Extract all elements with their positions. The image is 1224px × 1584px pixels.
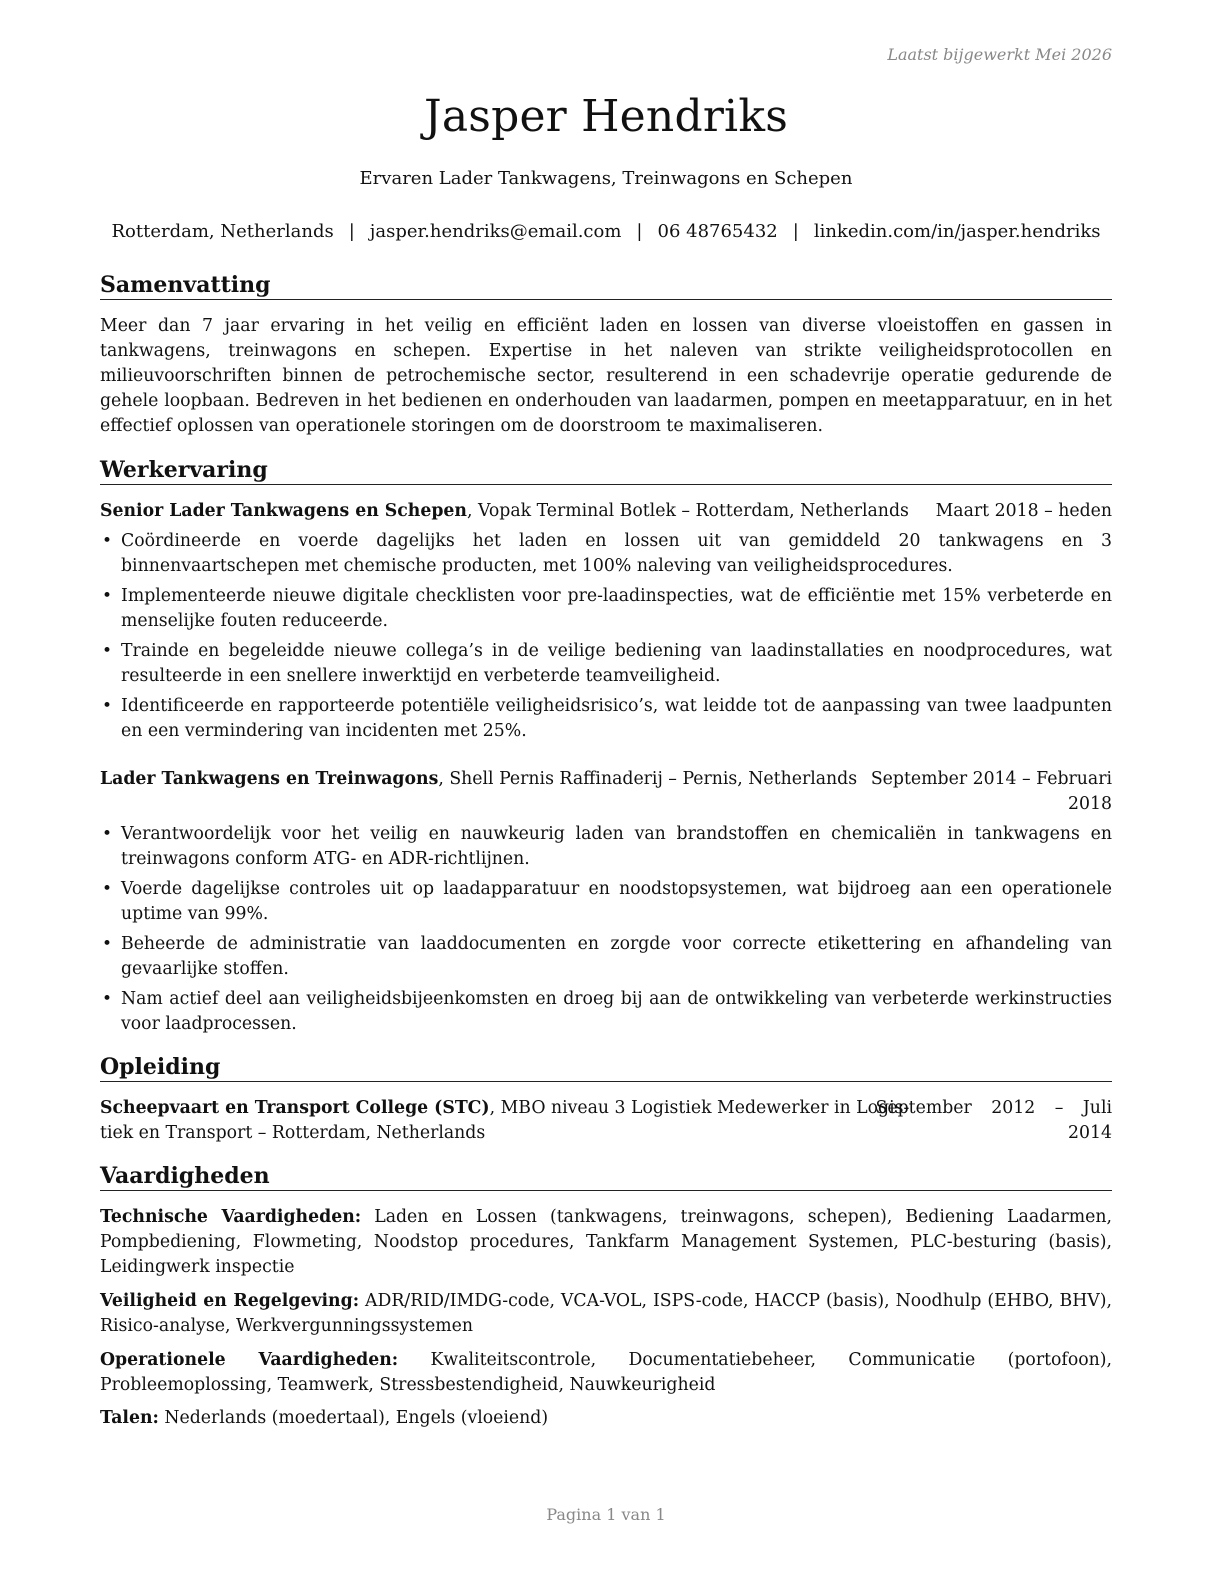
bullet-icon: • xyxy=(102,934,113,954)
bullet-text: Trainde en begeleidde nieuwe collega’s in de veilige bediening van laadinstallaties en noodprocedures, wat resulteerde in een snellere inwerktijd en verbeterde teamveiligheid. xyxy=(121,641,1112,686)
list-item xyxy=(100,822,1112,872)
bullet-icon: • xyxy=(102,641,113,661)
job-dates-line: 2018 xyxy=(1068,794,1112,814)
contact-separator: | xyxy=(636,221,643,242)
section-title-skills: Vaardigheden xyxy=(100,1162,1112,1191)
job-dates xyxy=(871,767,1112,817)
bullet-icon: • xyxy=(102,586,113,606)
job-title-line xyxy=(100,767,857,792)
contact-phone[interactable]: 06 48765432 xyxy=(657,221,778,242)
list-item xyxy=(100,877,1112,927)
contact-separator: | xyxy=(348,221,355,242)
candidate-headline: Ervaren Lader Tankwagens, Treinwagons en Schepen xyxy=(359,168,853,189)
summary-text: Meer dan 7 jaar ervaring in het veilig en efficiënt laden en lossen van diverse vloeistoffen en gassen in tankwagens, treinwagons en schepen. Expertise in het naleven van strikte veiligheidsprotocollen en milieuvoorschriften binnen de petrochemische sector, resulterend in een schadevrije operatie gedurende de gehele loopbaan. Bedreven in het bedienen en onderhouden van laadarmen, pompen en meetapparatuur, en in het effectief oplossen van operationele storingen om de doorstroom te maximaliseren. xyxy=(100,316,1112,436)
list-item xyxy=(100,932,1112,982)
skill-label: Operationele Vaardigheden: xyxy=(100,1350,399,1370)
bullet-icon: • xyxy=(102,531,113,551)
education-dates-line: September 2012 – Juli xyxy=(875,1098,1112,1118)
job-company: , Shell Pernis Raffinaderij – Pernis, Netherlands xyxy=(438,769,858,789)
last-updated: Laatst bijgewerkt Mei 2026 xyxy=(887,45,1112,64)
bullet-text: Coördineerde en voerde dagelijks het laden en lossen uit van gemiddeld 20 tankwagens en 3 binnenvaartschepen met chemische producten, met 100% naleving van veiligheidsprocedures. xyxy=(121,531,1112,576)
education-line xyxy=(100,1096,975,1146)
job-bullets xyxy=(100,822,1112,1042)
list-item xyxy=(100,529,1112,579)
section-title-experience: Werkervaring xyxy=(100,456,1112,485)
list-item xyxy=(100,694,1112,744)
skill-label: Technische Vaardigheden: xyxy=(100,1207,362,1227)
job-role: Senior Lader Tankwagens en Schepen xyxy=(100,501,467,521)
job-bullets xyxy=(100,529,1112,749)
bullet-text: Implementeerde nieuwe digitale checklisten voor pre-laadinspecties, wat de efficiëntie met 15% verbeterde en menselijke fouten reduceerde. xyxy=(121,586,1112,631)
job-company: , Vopak Terminal Botlek – Rotterdam, Netherlands xyxy=(466,501,909,521)
bullet-text: Beheerde de administratie van laaddocumenten en zorgde voor correcte etikettering en afhandeling van gevaarlijke stoffen. xyxy=(121,934,1112,979)
contact-separator: | xyxy=(792,221,799,242)
list-item xyxy=(100,639,1112,689)
contact-location: Rotterdam, Netherlands xyxy=(111,221,334,242)
bullet-icon: • xyxy=(102,879,113,899)
education-program: , MBO niveau 3 Logistiek Medewerker in Logis- xyxy=(489,1098,910,1118)
education-dates xyxy=(876,1096,1112,1146)
job-dates: Maart 2018 – heden xyxy=(935,501,1112,521)
bullet-text: Nam actief deel aan veiligheidsbijeenkomsten en droeg bij aan de ontwikkeling van verbeterde werkinstructies voor laadprocessen. xyxy=(121,989,1112,1034)
contact-linkedin[interactable]: linkedin.com/in/jasper.hendriks xyxy=(813,221,1101,242)
job-role: Lader Tankwagens en Treinwagons xyxy=(100,769,439,789)
bullet-icon: • xyxy=(102,824,113,844)
bullet-icon: • xyxy=(102,989,113,1009)
skill-text: ADR/RID/IMDG-code, VCA-VOL, ISPS-code, HACCP (basis), Noodhulp (EHBO, BHV), Risico-analyse, Werkvergunningssystemen xyxy=(100,1291,1112,1336)
list-item xyxy=(100,987,1112,1037)
skill-label: Veiligheid en Regelgeving: xyxy=(100,1291,360,1311)
skill-label: Talen: xyxy=(100,1408,159,1428)
bullet-text: Verantwoordelijk voor het veilig en nauwkeurig laden van brandstoffen en chemicaliën in tankwagens en treinwagons conform ATG- en ADR-richtlijnen. xyxy=(121,824,1112,869)
education-dates-line: 2014 xyxy=(1068,1123,1112,1143)
skill-item xyxy=(100,1406,1112,1431)
job-title-line xyxy=(100,499,909,524)
contact-email[interactable]: jasper.hendriks@email.com xyxy=(369,221,622,242)
contact-line xyxy=(100,219,1112,244)
skill-item xyxy=(100,1289,1112,1339)
bullet-text: Voerde dagelijkse controles uit op laadapparatuur en noodstopsystemen, wat bijdroeg aan een operationele uptime van 99%. xyxy=(121,879,1112,924)
skill-item xyxy=(100,1348,1112,1398)
education-school: Scheepvaart en Transport College (STC) xyxy=(100,1098,490,1118)
bullet-icon: • xyxy=(102,696,113,716)
education-program-cont: tiek en Transport – Rotterdam, Netherlands xyxy=(100,1123,486,1143)
bullet-text: Identificeerde en rapporteerde potentiële veiligheidsrisico’s, wat leidde tot de aanpassing van twee laadpunten en een vermindering van incidenten met 25%. xyxy=(121,696,1112,741)
candidate-name: Jasper Hendriks xyxy=(424,91,788,142)
skill-item xyxy=(100,1205,1112,1280)
section-title-education: Opleiding xyxy=(100,1053,1112,1082)
section-title-summary: Samenvatting xyxy=(100,271,1112,300)
page-number: Pagina 1 van 1 xyxy=(546,1505,666,1524)
skill-text: Nederlands (moedertaal), Engels (vloeiend) xyxy=(158,1408,549,1428)
job-dates-line: September 2014 – Februari xyxy=(870,769,1112,789)
list-item xyxy=(100,584,1112,634)
skill-text: Laden en Lossen (tankwagens, treinwagons, schepen), Bediening Laadarmen, Pompbediening, Flowmeting, Noodstop procedures, Tankfarm Management Systemen, PLC-besturing (basis), Leidingwerk inspectie xyxy=(100,1207,1112,1277)
skill-text: Kwaliteitscontrole, Documentatiebeheer, Communicatie (portofoon), Probleemoplossing, Teamwerk, Stressbestendigheid, Nauwkeurigheid xyxy=(100,1350,1112,1395)
